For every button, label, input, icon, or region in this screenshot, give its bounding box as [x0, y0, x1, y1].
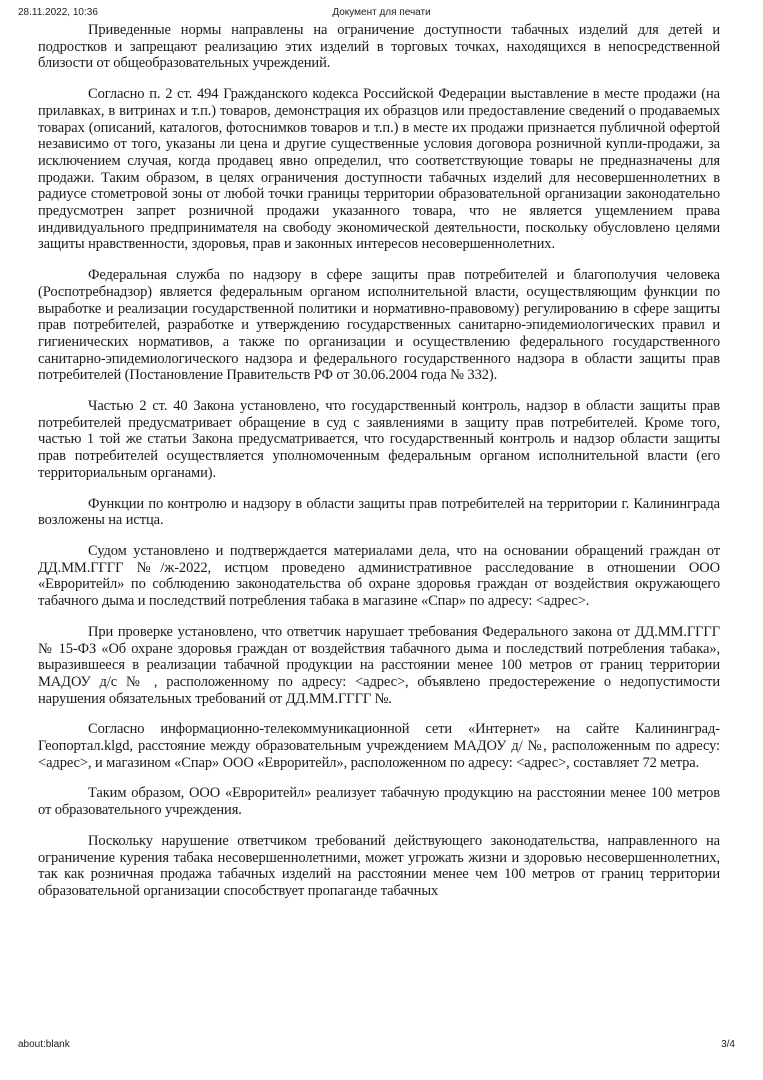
paragraph-2: Согласно п. 2 ст. 494 Гражданского кодекса Российской Федерации выставление в месте продажи (на прилавках, в витринах и т.п.) товаров, демонстрация их образцов или предоставление сведений о продаваемых товарах (описаний, каталогов, фотоснимков товаров и т.п.) в месте их продажи признается публичной офертой независимо от того, указаны ли цена и другие существенные условия договора розничной купли-продажи, за исключением случая, когда продавец явно определил, что соответствующие товары не предназначены для продажи. Таким образом, в целях ограничения доступности табачных изделий для несовершеннолетних в радиусе стометровой зоны от любой точки границы территории образовательной организации законодательно предусмотрен запрет розничной продажи указанного товара, что не является ущемлением права индивидуального предпринимателя на свободу экономической деятельности, поскольку обусловлено целями защиты нравственности, здоровья, прав и законных интересов несовершеннолетних. — [38, 86, 720, 253]
print-footer — [0, 1039, 763, 1053]
paragraph-5: Функции по контролю и надзору в области защиты прав потребителей на территории г. Калининграда возложены на истца. — [38, 495, 720, 529]
paragraph-1: Приведенные нормы направлены на ограничение доступности табачных изделий для детей и подростков и запрещают реализацию этих изделий в торговых точках, находящихся в непосредственной близости от общеобразовательных учреждений. — [38, 22, 720, 72]
print-header — [0, 7, 763, 21]
paragraph-6: Судом установлено и подтверждается материалами дела, что на основании обращений граждан от ДД.ММ.ГГГГ №/ж-2022, истцом проведено административное расследование в отношении ООО «Евроритейл» по соблюдению законодательства об охране здоровья граждан от воздействия окружающего табачного дыма и последствий потребления табака в магазине «Спар» по адресу: <адрес>. — [38, 542, 720, 610]
paragraph-8: Согласно информационно-телекоммуникационной сети «Интернет» на сайте Калининград-Геопортал.klgd, расстояние между образовательным учреждением МАДОУ д/ №, расположенным по адресу: <адрес>, и магазином «Спар» ООО «Евроритейл», расположенном по адресу: <адрес>, составляет 72 метра. — [38, 721, 720, 771]
print-datetime: 28.11.2022, 10:36 — [18, 7, 98, 18]
document-body — [38, 22, 720, 914]
paragraph-9: Таким образом, ООО «Евроритейл» реализует табачную продукцию на расстоянии менее 100 метров от образовательного учреждения. — [38, 785, 720, 819]
paragraph-7: При проверке установлено, что ответчик нарушает требования Федерального закона от ДД.ММ.ГГГГ № 15-ФЗ «Об охране здоровья граждан от воздействия табачного дыма и последствий потребления табака», выразившееся в реализации табачной продукции на расстоянии менее 100 метров от границ территории МАДОУ д/с № , расположенному по адресу: <адрес>, объявлено предостережение о недопустимости нарушения обязательных требований от ДД.ММ.ГГГГ №. — [38, 623, 720, 707]
paragraph-3: Федеральная служба по надзору в сфере защиты прав потребителей и благополучия человека (Роспотребнадзор) является федеральным органом исполнительной власти, осуществляющим функции по выработке и реализации государственной политики и нормативно-правовому) регулированию в сфере защиты прав потребителей, разработке и утверждению государственных санитарно-эпидемиологических правил и гигиенических нормативов, а также по организации и осуществлению федерального государственного санитарно-эпидемиологического надзора и федерального государственного надзора в области защиты прав потребителей (Постановление Правительств РФ от 30.06.2004 года № 332). — [38, 267, 720, 384]
paragraph-10: Поскольку нарушение ответчиком требований действующего законодательства, направленного на ограничение курения табака несовершеннолетними, может угрожать жизни и здоровью несовершеннолетних, так как розничная продажа табачных изделий на расстоянии менее чем 100 метров от границ территории образовательной организации способствует пропаганде табачных — [38, 832, 720, 899]
print-title: Документ для печати — [332, 7, 431, 18]
page-number: 3/4 — [721, 1039, 735, 1050]
footer-url: about:blank — [18, 1039, 70, 1050]
paragraph-4: Частью 2 ст. 40 Закона установлено, что государственный контроль, надзор в области защиты прав потребителей предусматривает обращение в суд с заявлениями в защиту прав потребителей. Кроме того, частью 1 той же статьи Закона предусматривается, что государственный контроль и надзор области защиты прав потребителей осуществляется уполномоченным федеральным органом исполнительной власти (его территориальным органами). — [38, 398, 720, 481]
